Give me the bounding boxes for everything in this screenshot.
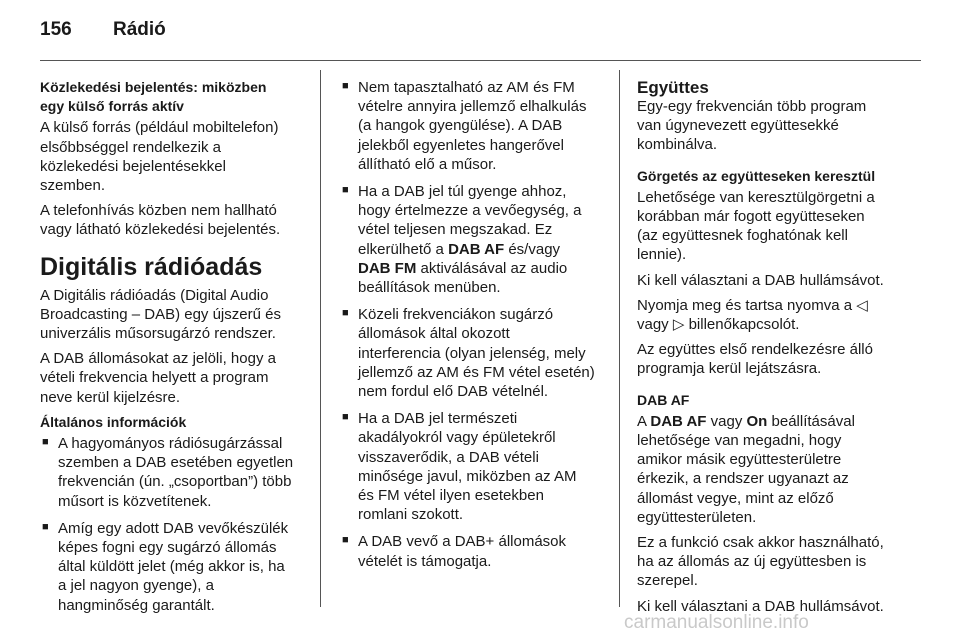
- paragraph: A Digitális rádióadás (Digital Audio Broadcasting – DAB) egy újszerű és univerzális műsorsugárzó rendszer.: [40, 286, 281, 343]
- scroll-ensembles-heading: Görgetés az együtteseken keresztül: [637, 167, 876, 184]
- paragraph: Egy-egy frekvencián több program van úgynevezett együttesekké kombinálva.: [637, 98, 867, 154]
- column-divider-1: [320, 70, 321, 607]
- paragraph: A DAB AF vagy On beállításával lehetősége van megadni, hogy amikor másik együttesterületre érkezik, a rendszer ugyanazt az állomást vegye, mint az előző együttesterületen.: [637, 412, 855, 526]
- list-item: ■ Ha a DAB jel túl gyenge ahhoz, hogy értelmezze a vevőegység, a vétel teljesen megszakad. Ez elkerülhető a DAB AF és/vagy DAB FM aktiválásával az audio beállítások menüben.: [340, 182, 603, 297]
- list-item: ■ Nem tapasztalható az AM és FM vételre annyira jellemző elhalkulás (a hangok gyengülése). A DAB jelekből egyenletes hangerővel állítható elő a műsor.: [340, 78, 603, 174]
- paragraph: Nyomja meg és tartsa nyomva a ◁ vagy ▷ billenőkapcsolót.: [637, 296, 868, 334]
- page-number: 156: [40, 19, 72, 40]
- column-2: [340, 78, 603, 579]
- general-info-heading: Általános információk: [40, 413, 187, 430]
- dab-af-label: DAB AF: [650, 412, 707, 430]
- dab-af-label: DAB AF: [448, 240, 505, 258]
- seek-right-icon: ▷: [672, 316, 685, 334]
- page-title: Rádió: [113, 19, 166, 40]
- section-heading-digital-radio: Digitális rádióadás: [40, 252, 263, 281]
- seek-left-icon: ◁: [856, 296, 868, 314]
- paragraph: A külső forrás (például mobiltelefon) elsőbbséggel rendelkezik a közlekedési bejelentésekkel szemben.: [40, 119, 279, 195]
- paragraph: Ki kell választani a DAB hullámsávot.: [637, 597, 884, 615]
- paragraph: Ki kell választani a DAB hullámsávot.: [637, 271, 884, 289]
- paragraph: Az együttes első rendelkezésre álló programja kerül lejátszásra.: [637, 341, 873, 378]
- bullet-list: [340, 78, 603, 571]
- column-1: [40, 78, 302, 623]
- dab-fm-label: DAB FM: [358, 259, 417, 277]
- paragraph: A telefonhívás közben nem hallható vagy látható közlekedési bejelentés.: [40, 202, 281, 239]
- watermark: carmanualsonline.info: [624, 612, 809, 633]
- on-label: On: [746, 412, 768, 430]
- list-item: ■ A hagyományos rádiósugárzással szemben a DAB esetében egyetlen frekvencián (ún. „csoportban”) több műsort is közvetítenek.: [40, 434, 302, 511]
- ensemble-heading: Együttes: [637, 78, 709, 97]
- column-3: [637, 78, 927, 622]
- paragraph: A DAB állomásokat az jelöli, hogy a vételi frekvencia helyett a program neve kerül kijelzésre.: [40, 350, 276, 406]
- list-item: ■ Amíg egy adott DAB vevőkészülék képes fogni egy sugárzó állomás által küldött jelet (még akkor is, ha a jel nagyon gyenge), a hangminőség garantált.: [40, 519, 302, 615]
- list-item: ■ A DAB vevő a DAB+ állomások vételét is támogatja.: [340, 532, 603, 570]
- paragraph: Ez a funkció csak akkor használható, ha az állomás az új együttesben is szerepel.: [637, 534, 884, 590]
- column-divider-2: [619, 70, 620, 607]
- header-divider: [40, 60, 921, 61]
- bullet-list: [40, 434, 302, 615]
- paragraph: Lehetősége van keresztülgörgetni a korábban már fogott együtteseken (az együttesnek foghatónak kell lennie).: [637, 188, 875, 264]
- dab-af-heading: DAB AF: [637, 391, 690, 408]
- list-item: ■ Ha a DAB jel természeti akadályokról vagy épületekről visszaverődik, a DAB vételi minősége javul, miközben az AM és FM vétel ilyen esetekben romlani szokott.: [340, 409, 603, 524]
- traffic-announcement-heading: Közlekedési bejelentés: miközben egy külső forrás aktív: [40, 79, 267, 115]
- page-header: [40, 14, 920, 52]
- list-item: ■ Közeli frekvenciákon sugárzó állomások által okozott interferencia (olyan jelenség, mely jellemző az AM és FM vétel esetén) nem fordul elő DAB vételnél.: [340, 305, 603, 401]
